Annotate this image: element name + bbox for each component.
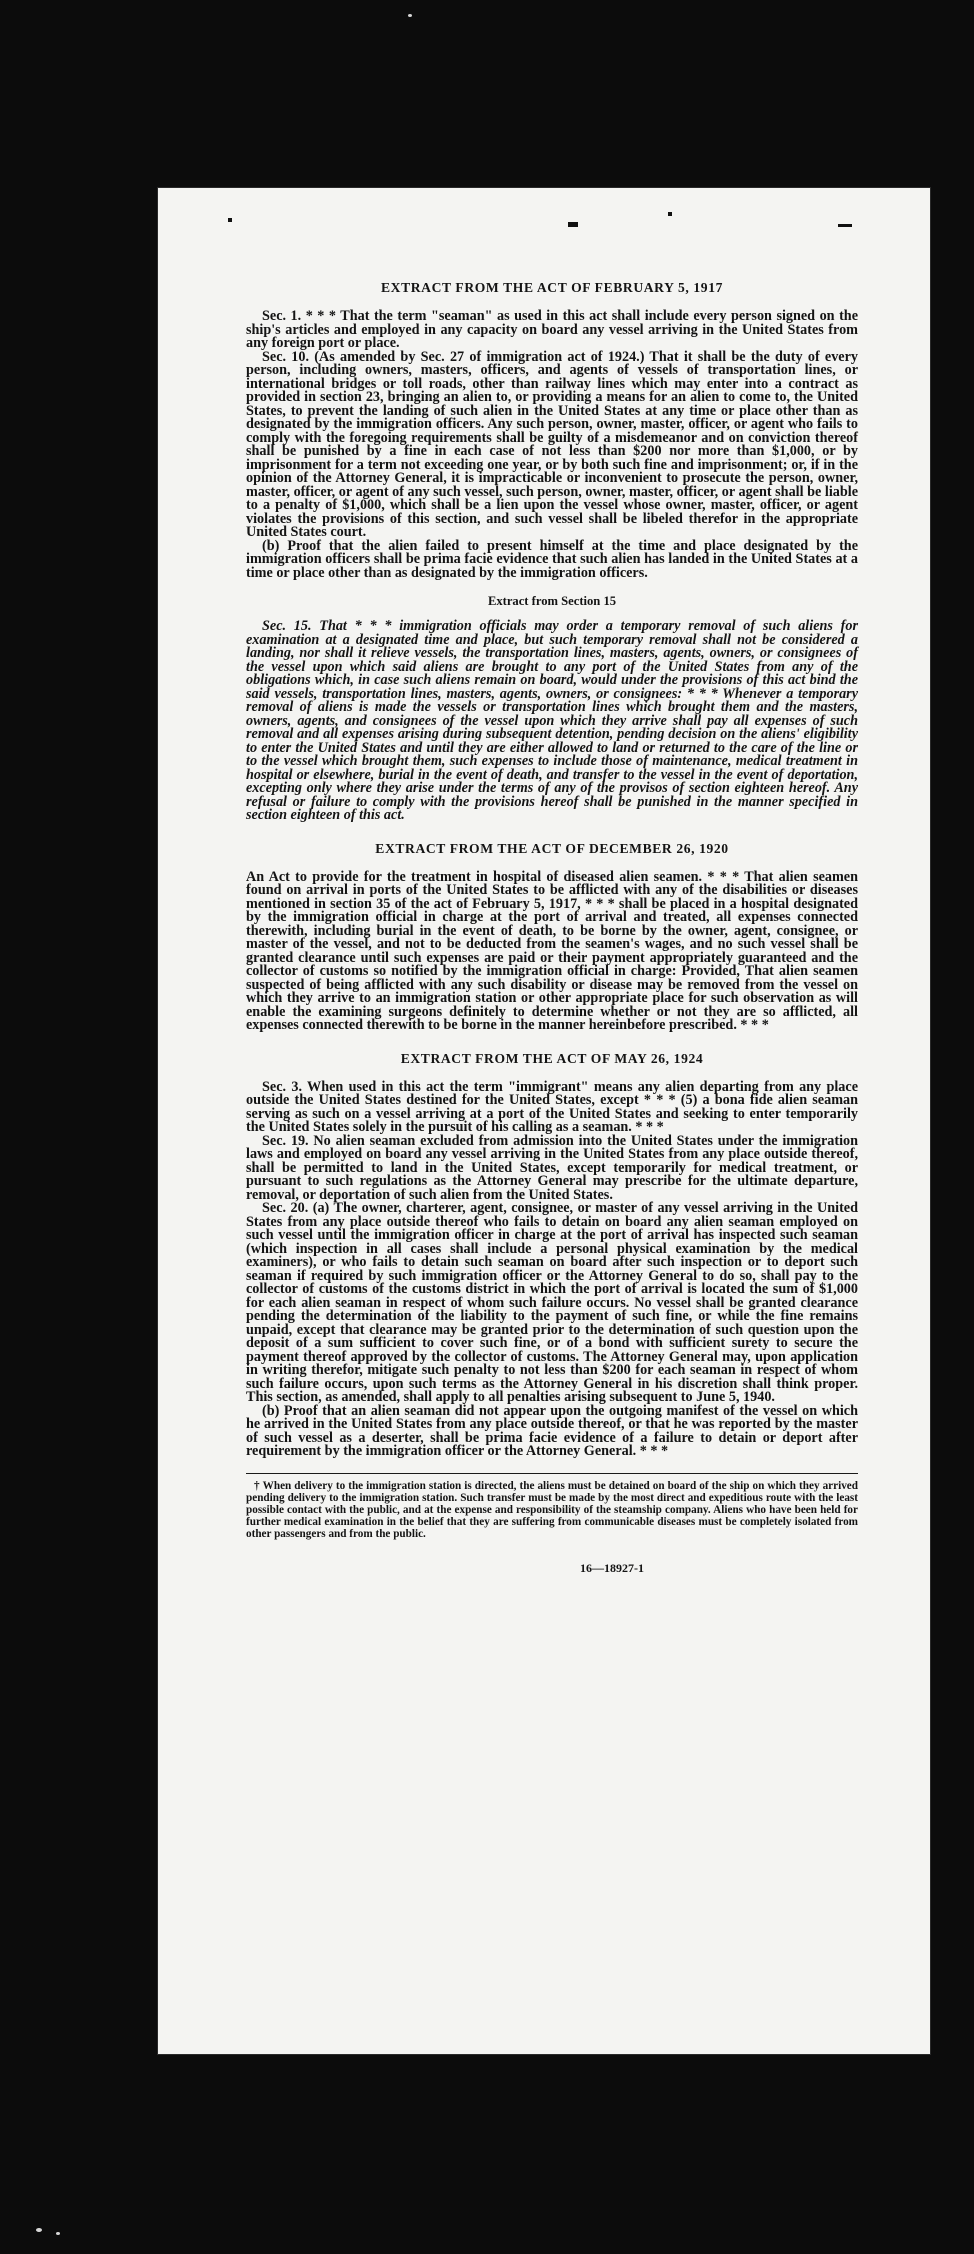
section-act-1924: [246, 1051, 858, 1459]
paragraph-act-1920: An Act to provide for the treatment in hospital of diseased alien seamen. * * * That alien seamen found on arrival in ports of the United States to be afflicted with any of the disabilities or diseases mentioned in section 35 of the act of February 5, 1917, * * * shall be placed in a hospital designated by the immigration official in charge at the port of arrival and treated, all expenses connected therewith, including burial in the event of death, to be borne by the owner, agent, consignee, or master of the vessel, and not to be deducted from the seamen's wages, and no such vessel shall be granted clearance until such expenses are paid or their payment appropriately guaranteed and the collector of customs so notified by the immigration official in charge: Provided, That alien seamen suspected of being afflicted with any such disability or disease may be removed from the vessel on which they arrive to an immigration station or other appropriate place for such observation as will enable the examining surgeons definitely to determine whether or not they are so afflicted, all expenses connected therewith to be borne in the manner hereinbefore prescribed. * * *: [246, 868, 858, 1033]
film-speck: [408, 14, 412, 17]
section-act-1917: [246, 280, 858, 823]
heading-act-1924: EXTRACT FROM THE ACT OF MAY 26, 1924: [400, 1050, 704, 1066]
film-speck: [36, 2228, 42, 2232]
paragraph-sec-3: Sec. 3. When used in this act the term "immigrant" means any alien departing from any place outside the United States destined for the United States, except * * * (5) a bona fide alien seaman serving as such on a vessel arriving at a port of the United States and seeking to enter temporarily the United States solely in the pursuit of his calling as a seaman. * * *: [246, 1078, 858, 1135]
page-mark: [228, 218, 232, 222]
document-page: [158, 188, 930, 2054]
footnote-text: † When delivery to the immigration station is directed, the aliens must be detained on board of the ship on which they arrived pending delivery to the immigration station. Such transfer must be made by the most direct and expeditious route with the least possible contact with the public, and at the expense and responsibility of the steamship company. Aliens who have been held for further medical examination in the belief that they are suffering from communicable diseases must be completely isolated from other passengers and from the public.: [246, 1479, 858, 1540]
form-number: 16—18927-1: [580, 1560, 644, 1575]
film-speck: [56, 2232, 60, 2235]
page-mark: [568, 222, 578, 227]
heading-act-1917: EXTRACT FROM THE ACT OF FEBRUARY 5, 1917: [381, 280, 723, 295]
paragraph-sec-1: Sec. 1. * * * That the term "seaman" as used in this act shall include every person signed on the ship's articles and employed in any capacity on board any vessel arriving in the United States from any foreign port or place.: [246, 308, 858, 351]
heading-act-1920: EXTRACT FROM THE ACT OF DECEMBER 26, 1920: [375, 840, 729, 856]
subheading-section-15: Extract from Section 15: [487, 594, 617, 608]
page-mark: [838, 224, 852, 227]
paragraph-sec-19: Sec. 19. No alien seaman excluded from admission into the United States under the immigration laws and employed on board any vessel arriving in the United States from any place outside thereof, shall be permitted to land in the United States, except temporarily for medical treatment, or pursuant to such regulations as the Attorney General may prescribe for the ultimate departure, removal, or deportation of such alien from the United States.: [246, 1132, 858, 1203]
paragraph-sec-10: Sec. 10. (As amended by Sec. 27 of immigration act of 1924.) That it shall be the duty of every person, including owners, masters, officers, and agents of vessels of transportation lines, or international bridges or toll roads, other than railway lines which may enter into a contract as provided in section 23, bringing an alien to, or providing a means for an alien to come to, the United States, to prevent the landing of such alien in the United States at any time or place other than as designated by the immigration officers. Any such person, owner, master, officer, or agent who fails to comply with the foregoing requirements shall be guilty of a misdemeanor and on conviction thereof shall be punished by a fine in each case of not less than $200 nor more than $1,000, or by imprisonment for a term not exceeding one year, or by both such fine and imprisonment; or, if in the opinion of the Attorney General, it is impracticable or inconvenient to prosecute the person, owner, master, officer, or agent of any such vessel, such person, owner, master, officer, or agent shall be liable to a penalty of $1,000, which shall be a lien upon the vessel whose owner, master, officer, or agent violates the provisions of this section, and such vessel shall be libeled therefor in the appropriate United States court.: [246, 348, 858, 540]
section-act-1920: [246, 841, 858, 1033]
paragraph-sec-20-b: (b) Proof that an alien seaman did not appear upon the outgoing manifest of the vessel on which he arrived in the United States from any place outside thereof, or that he was reported by the master of such vessel as a deserter, shall be prima facie evidence of a failure to detain or deport after requirement by the immigration officer or the Attorney General. * * *: [246, 1402, 858, 1459]
paragraph-sec-15: Sec. 15. That * * * immigration officials may order a temporary removal of such aliens for examination at a designated time and place, but such temporary removal shall not be considered a landing, nor shall it relieve vessels, the transportation lines, masters, agents, owners, or consignees of the vessel upon which said aliens are brought to any port of the United States from any of the obligations which, in case such aliens remain on board, would under the provisions of this act bind the said vessels, transportation lines, masters, agents, owners, or consignees: * * * Whenever a temporary removal of aliens is made the vessels or transportation lines which brought them and the masters, owners, agents, and consignees of the vessel upon which they arrive shall pay all expenses of such removal and all expenses arising during subsequent detention, pending decision on the aliens' eligibility to enter the United States and until they are either allowed to land or returned to the care of the line or to the vessel which brought them, such expenses to include those of maintenance, medical treatment in hospital or elsewhere, burial in the event of death, and transfer to the vessel in the event of deportation, excepting only where they arise under the terms of any of the provisos of section eighteen hereof. Any refusal or failure to comply with the provisions hereof shall be punished in the manner specified in section eighteen of this act.: [246, 618, 858, 823]
page-mark: [668, 212, 672, 216]
footnote: [246, 1480, 858, 1540]
paragraph-sec-20-a: Sec. 20. (a) The owner, charterer, agent, consignee, or master of any vessel arriving in the United States from any place outside thereof who fails to detain on board any alien seaman employed on such vessel until the immigration officer in charge at the port of arrival has inspected such seaman (which inspection in all cases shall include a personal physical examination by the medical examiners), or who fails to detain such seaman on board after such inspection or to deport such seaman if required by such immigration officer or the Attorney General to do so, shall pay to the collector of customs of the customs district in which the port of arrival is located the sum of $1,000 for each alien seaman in respect of whom such failure occurs. No vessel shall be granted clearance pending the determination of the liability to the payment of such fine, or while the fine remains unpaid, except that clearance may be granted prior to the determination of such question upon the deposit of a sum sufficient to cover such fine, or of a bond with sufficient surety to secure the payment thereof approved by the collector of customs. The Attorney General may, upon application in writing therefor, mitigate such penalty to not less than $200 for each seaman in respect of whom such failure occurs, upon such terms as the Attorney General in his discretion shall think proper. This section, as amended, shall apply to all penalties arising subsequent to June 5, 1940.: [246, 1200, 858, 1405]
paragraph-sec-10-b: (b) Proof that the alien failed to present himself at the time and place designated by the immigration officers shall be prima facie evidence that such alien has landed in the United States at a time or place other than as designated by the immigration officers.: [246, 537, 858, 581]
section-15-block: [246, 620, 858, 823]
footnote-divider: [246, 1473, 858, 1474]
document-body: [246, 280, 858, 1575]
